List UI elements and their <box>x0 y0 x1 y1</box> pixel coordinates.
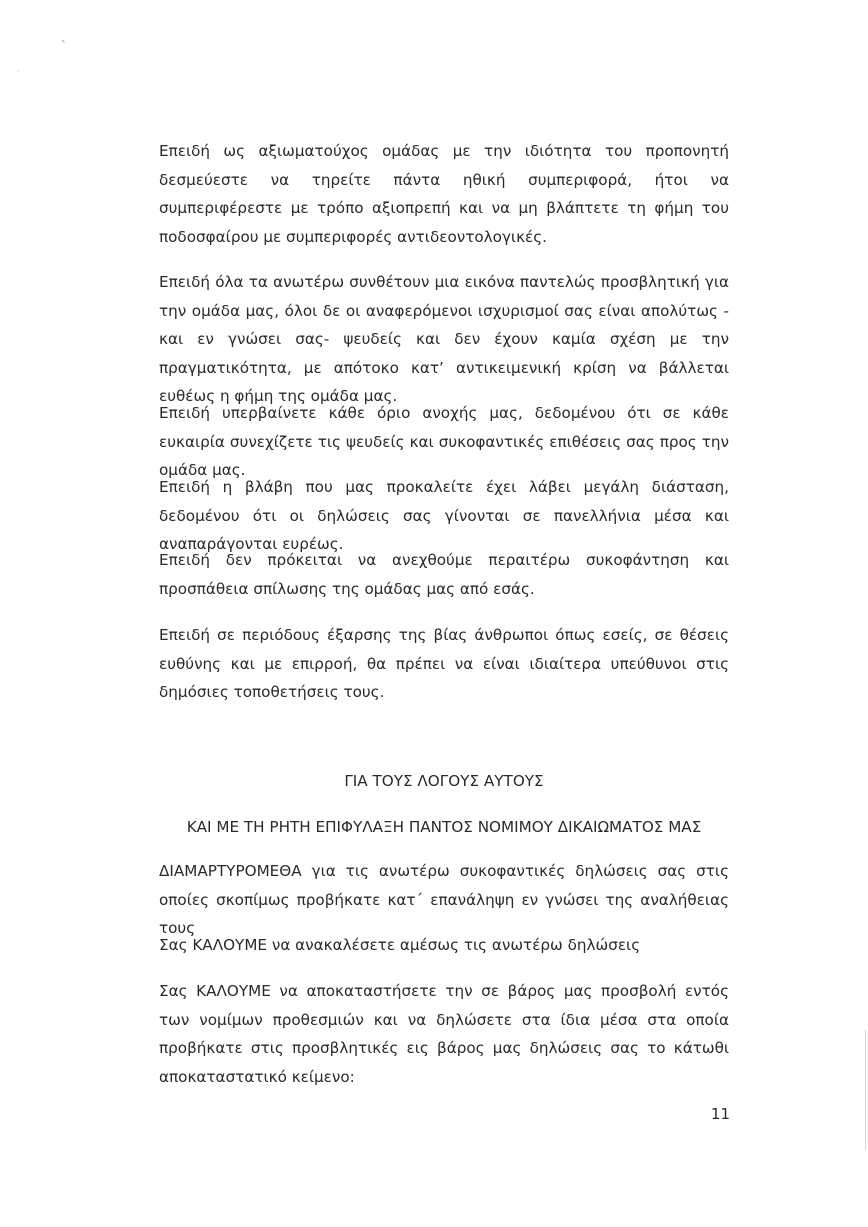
heading-reservation: ΚΑΙ ΜΕ ΤΗ ΡΗΤΗ ΕΠΙΦΥΛΑΞΗ ΠΑΝΤΟΣ ΝΟΜΙΜΟΥ ΔΙΚΑΙΩΜΑΤΟΣ ΜΑΣ <box>186 818 702 836</box>
demand-protest: ΔΙΑΜΑΡΤΥΡΟΜΕΘΑ για τις ανωτέρω συκοφαντικές δηλώσεις σας στις οποίες σκοπίμως προβήκατε κατ΄ επανάληψη εν γνώσει της αναλήθειας τους <box>159 862 729 937</box>
paragraph-responsibility: Επειδή σε περιόδους έξαρσης της βίας άνθρωποι όπως εσείς, σε θέσεις ευθύνης και με επιρροή, θα πρέπει να είναι ιδιαίτερα υπεύθυνοι στις δημόσιες τοποθετήσεις τους. <box>159 626 729 701</box>
scan-edge-line <box>865 1030 866 1150</box>
demand-restore: Σας ΚΑΛΟΥΜΕ να αποκαταστήσετε την σε βάρος μας προσβολή εντός των νομίμων προθεσμιών και να δηλώσετε στα ίδια μέσα στα οποία προβήκατε στις προσβλητικές εις βάρος μας δηλώσεις σας το κάτωθι αποκαταστατικό κείμενο: <box>159 982 729 1086</box>
page-number: 11 <box>710 1105 730 1123</box>
scan-speck: · <box>17 67 20 76</box>
paragraph-tolerance: Επειδή υπερβαίνετε κάθε όριο ανοχής μας, δεδομένου ότι σε κάθε ευκαιρία συνεχίζετε τις ψευδείς και συκοφαντικές επιθέσεις σας προς την ομάδα μας. <box>159 404 729 479</box>
paragraph-damage: Επειδή η βλάβη που μας προκαλείτε έχει λάβει μεγάλη διάσταση, δεδομένου ότι οι δηλώσεις σας γίνονται σε πανελλήνια μέσα και αναπαράγονται ευρέως. <box>159 478 729 553</box>
scan-speck: ` <box>61 39 67 53</box>
paragraph-offensive-image: Επειδή όλα τα ανωτέρω συνθέτουν μια εικόνα παντελώς προσβλητική για την ομάδα μας, όλοι δε οι αναφερόμενοι ισχυρισμοί σας είναι απολύτως - και εν γνώσει σας- ψευδείς και δεν έχουν καμία σχέση με την πραγματικότητα, με απότοκο κατ’ αντικειμενική κρίση να βάλλεται ευθέως η φήμη της ομάδα μας. <box>159 273 729 405</box>
heading-reasons: ΓΙΑ ΤΟΥΣ ΛΟΓΟΥΣ ΑΥΤΟΥΣ <box>344 772 544 790</box>
paragraph-ethics: Επειδή ως αξιωματούχος ομάδας με την ιδιότητα του προπονητή δεσμεύεστε να τηρείτε πάντα ηθική συμπεριφορά, ήτοι να συμπεριφέρεστε με τρόπο αξιοπρεπή και να μη βλάπτετε τη φήμη του ποδοσφαίρου με συμπεριφορές αντιδεοντολογικές. <box>159 142 729 246</box>
paragraph-defamation: Επειδή δεν πρόκειται να ανεχθούμε περαιτέρω συκοφάντηση και προσπάθεια σπίλωσης της ομάδας μας από εσάς. <box>159 551 729 598</box>
demand-retract: Σας ΚΑΛΟΥΜΕ να ανακαλέσετε αμέσως τις ανωτέρω δηλώσεις <box>159 936 641 954</box>
